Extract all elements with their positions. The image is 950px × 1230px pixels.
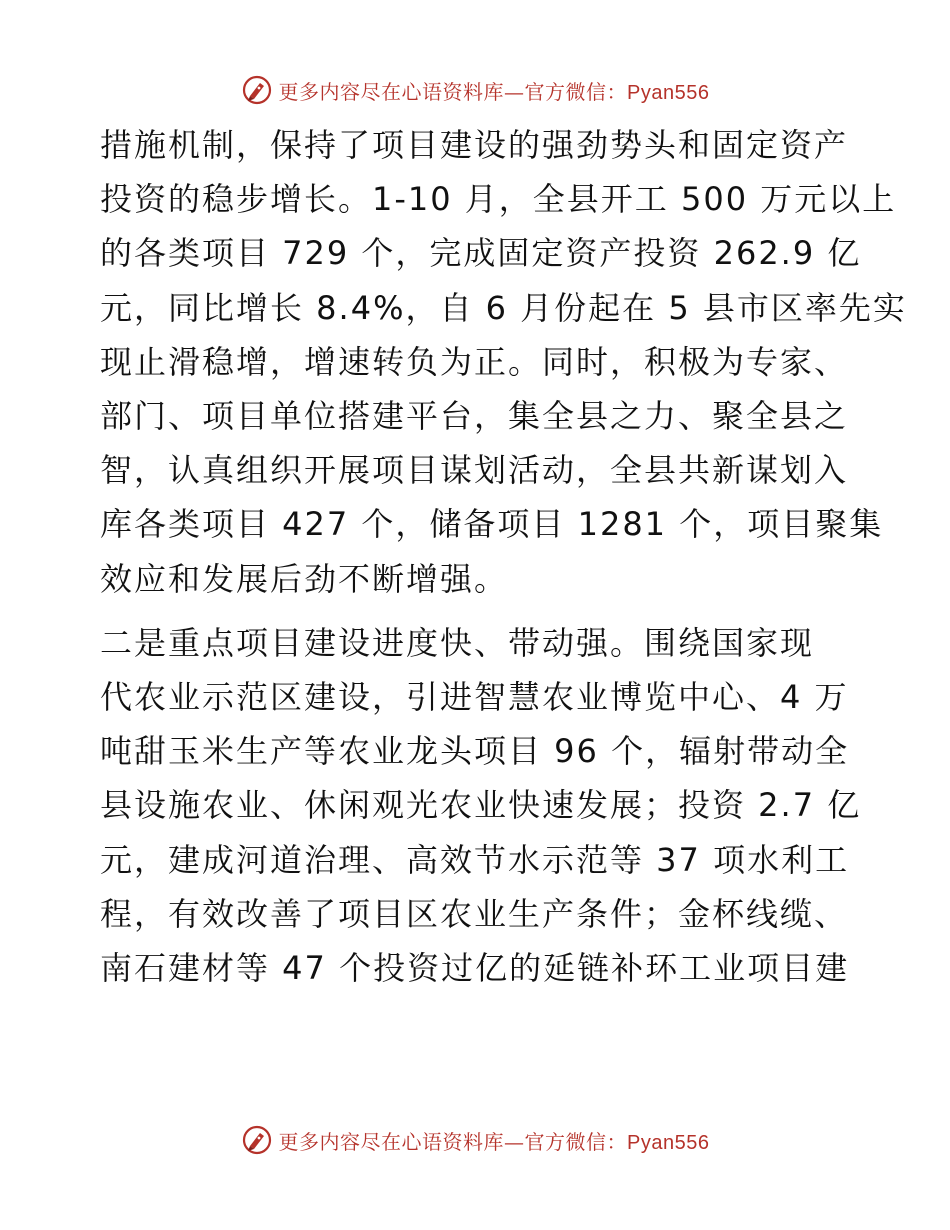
- header-watermark: [0, 72, 950, 108]
- text-line: 元，建成河道治理、高效节水示范等 37 项水利工: [100, 840, 850, 879]
- watermark-group: [241, 74, 710, 106]
- watermark-wechat-label: 官方微信：: [524, 1129, 628, 1154]
- text-line: 投资的稳步增长。1-10 月，全县开工 500 万元以上: [100, 180, 897, 219]
- text-line: 吨甜玉米生产等农业龙头项目 96 个，辐射带动全: [100, 732, 850, 771]
- text-line: 代农业示范区建设，引进智慧农业博览中心、4 万: [100, 678, 849, 717]
- paragraph-1: [100, 118, 907, 606]
- text-line: 智，认真组织开展项目谋划活动，全县共新谋划入: [100, 451, 849, 490]
- paragraph-2: [100, 616, 860, 995]
- watermark-main-text: 更多内容尽在心语资料库: [278, 1129, 505, 1154]
- pen-logo-icon: [241, 74, 273, 106]
- text-line: 县设施农业、休闲观光农业快速发展；投资 2.7 亿: [100, 786, 862, 825]
- text-line: 二是重点项目建设进度快、带动强。围绕国家现: [100, 623, 815, 662]
- document-body: [100, 118, 907, 995]
- text-line: 措施机制，保持了项目建设的强劲势头和固定资产: [100, 126, 849, 164]
- text-line: 库各类项目 427 个，储备项目 1281 个，项目聚集: [100, 505, 884, 544]
- watermark-wechat-id: Pyan556: [627, 1131, 710, 1154]
- watermark-wechat-id: Pyan556: [627, 81, 710, 104]
- text-line: 元，同比增长 8.4%，自 6 月份起在 5 县市区率先实: [100, 288, 907, 327]
- text-line: 程，有效改善了项目区农业生产条件；金杯线缆、: [100, 894, 849, 933]
- footer-watermark: [0, 1122, 950, 1158]
- text-line: 部门、项目单位搭建平台，集全县之力、聚全县之: [100, 397, 849, 436]
- watermark-text: [279, 76, 710, 105]
- watermark-separator: —: [504, 79, 525, 104]
- watermark-separator: —: [504, 1129, 525, 1154]
- watermark-text: [279, 1126, 710, 1155]
- text-line: 的各类项目 729 个，完成固定资产投资 262.9 亿: [100, 234, 862, 273]
- watermark-wechat-label: 官方微信：: [524, 79, 628, 104]
- text-line: 南石建材等 47 个投资过亿的延链补环工业项目建: [100, 949, 850, 988]
- text-line: 现止滑稳增，增速转负为正。同时，积极为专家、: [100, 342, 849, 381]
- watermark-main-text: 更多内容尽在心语资料库: [278, 79, 505, 104]
- pen-logo-icon: [241, 1124, 273, 1156]
- text-line: 效应和发展后劲不断增强。: [100, 559, 509, 598]
- watermark-group: [241, 1124, 710, 1156]
